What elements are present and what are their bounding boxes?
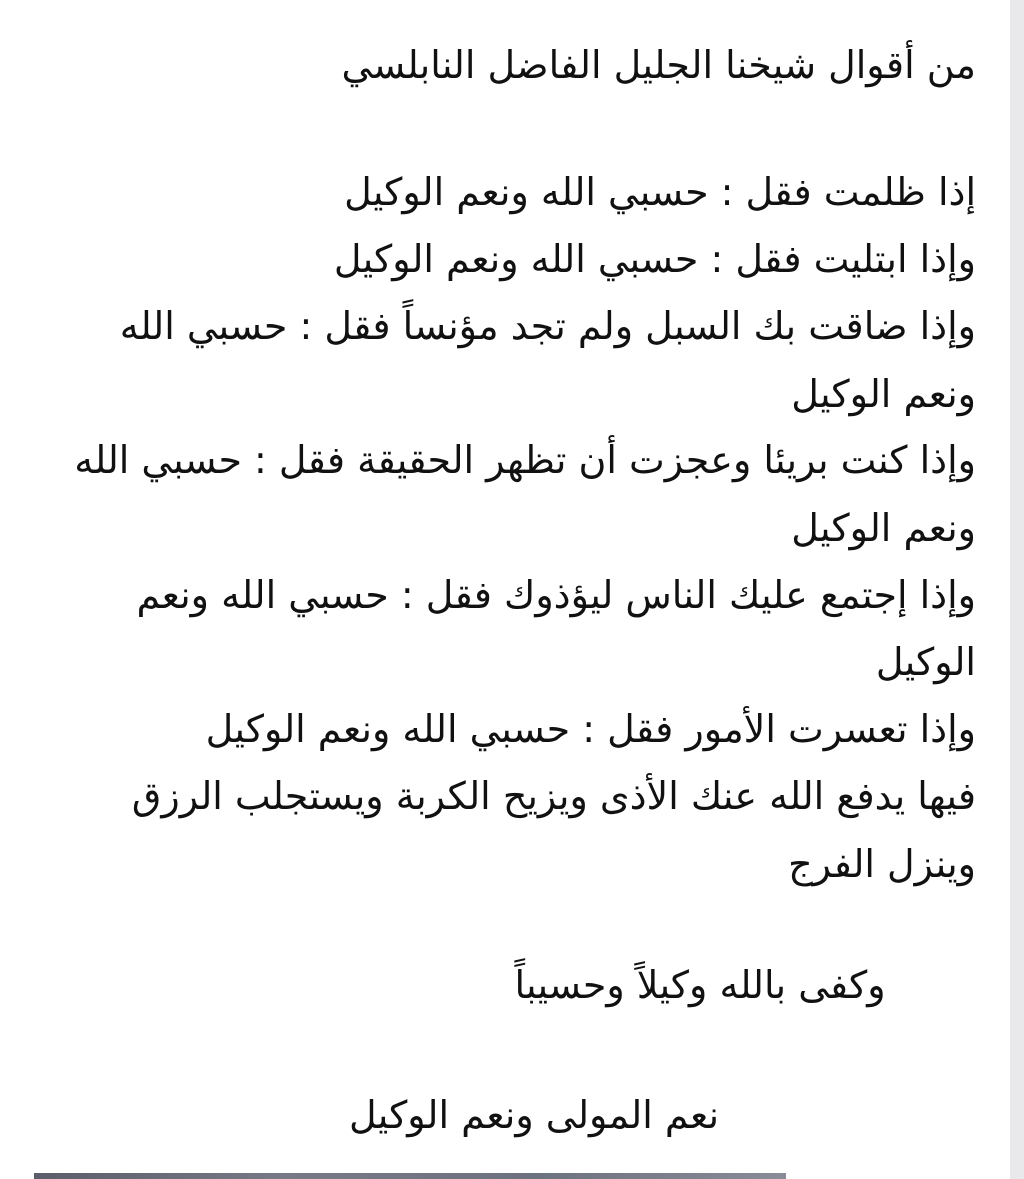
closing-line-2: نعم المولى ونعم الوكيل — [348, 1093, 720, 1137]
closing-line-1: وكفى بالله وكيلاً وحسيباً — [514, 963, 886, 1007]
text-line-2: وإذا ابتليت فقل : حسبي الله ونعم الوكيل — [333, 237, 976, 281]
text-line-4: ونعم الوكيل — [791, 372, 976, 416]
text-line-8: الوكيل — [875, 640, 976, 684]
text-line-7: وإذا إجتمع عليك الناس ليؤذوك فقل : حسبي الله ونعم — [136, 573, 976, 617]
text-line-3: وإذا ضاقت بك السبل ولم تجد مؤنساً فقل : حسبي الله — [119, 304, 976, 348]
text-line-10: فيها يدفع الله عنك الأذى ويزيح الكربة ويستجلب الرزق — [131, 774, 976, 818]
text-line-9: وإذا تعسرت الأمور فقل : حسبي الله ونعم الوكيل — [205, 707, 976, 751]
right-edge-panel — [1010, 0, 1024, 1179]
document-title: من أقوال شيخنا الجليل الفاضل النابلسي — [341, 43, 976, 87]
text-line-11: وينزل الفرج — [788, 842, 976, 886]
text-line-1: إذا ظلمت فقل : حسبي الله ونعم الوكيل — [344, 170, 976, 214]
text-line-5: وإذا كنت بريئا وعجزت أن تظهر الحقيقة فقل : حسبي الله — [74, 438, 976, 482]
bottom-image-strip — [34, 1173, 786, 1179]
text-line-6: ونعم الوكيل — [791, 506, 976, 550]
